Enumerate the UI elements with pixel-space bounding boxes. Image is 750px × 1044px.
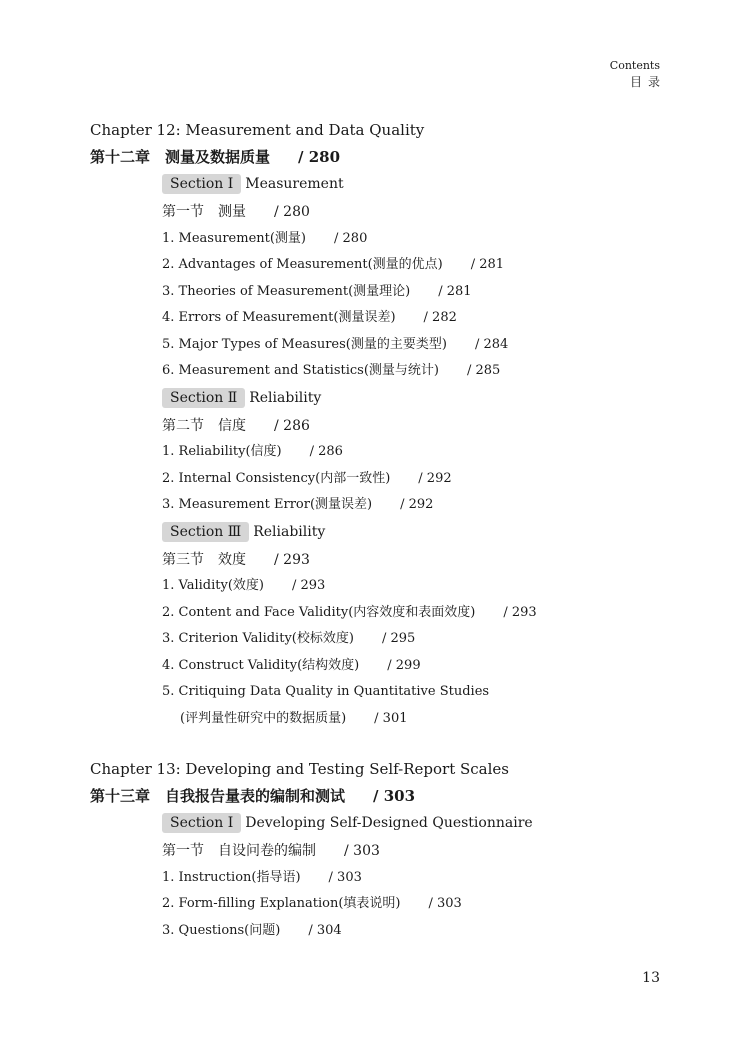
page-ref: / 282 [423, 310, 457, 325]
toc-item: 2. Content and Face Validity(内容效度和表面效度) / 293 [162, 604, 537, 620]
page-ref: / 280 [334, 230, 368, 246]
toc-item-continuation: (评判量性研究中的数据质量) / 301 [180, 710, 408, 726]
header-title-zh: 目录 [629, 75, 666, 89]
toc-item: 3. Theories of Measurement(测量理论) / 281 [162, 283, 472, 299]
chapter-sections [162, 811, 690, 945]
page-ref: / 295 [381, 631, 416, 646]
page-ref: / 292 [400, 497, 434, 512]
section-heading [162, 386, 690, 414]
page-ref: / 292 [418, 470, 452, 486]
section-tag: Section Ⅱ [162, 388, 245, 408]
section-title-zh: 第二节 信度 / 286 [162, 417, 310, 434]
page-ref: / 281 [470, 257, 505, 272]
chapter-sections [162, 172, 690, 733]
page-ref: / 284 [474, 336, 509, 352]
toc-item: 1. Reliability(信度) / 286 [162, 444, 343, 459]
chapter-gap [90, 733, 690, 757]
page-number: 13 [642, 970, 660, 986]
section-title: Reliability [249, 389, 322, 406]
section-title-zh: 第一节 自设问卷的编制 / 303 [162, 843, 380, 859]
page-ref: / 293 [292, 578, 326, 593]
toc-item: 3. Measurement Error(测量误差) / 292 [162, 497, 434, 512]
toc-item: 2. Form-filling Explanation(填表说明) / 303 [162, 896, 462, 911]
page-ref: / 281 [438, 283, 472, 299]
toc-item: 4. Errors of Measurement(测量误差) / 282 [162, 310, 457, 325]
toc-item: 1. Instruction(指导语) / 303 [162, 869, 362, 885]
section-heading [162, 172, 690, 200]
section-tag: Section Ⅰ [162, 174, 241, 194]
toc-item: 3. Criterion Validity(校标效度) / 295 [162, 631, 416, 646]
section-tag: Section Ⅰ [162, 813, 241, 833]
toc-item: 2. Internal Consistency(内部一致性) / 292 [162, 470, 452, 486]
section-title-zh: 第一节 测量 / 280 [162, 204, 310, 220]
section-title-zh: 第三节 效度 / 293 [162, 551, 310, 568]
page-ref: / 301 [374, 710, 408, 726]
running-header [609, 58, 666, 90]
toc-item: 2. Advantages of Measurement(测量的优点) / 281 [162, 257, 505, 272]
page-ref: / 285 [466, 363, 501, 378]
page-ref: / 303 [328, 869, 362, 885]
toc-item: 6. Measurement and Statistics(测量与统计) / 285 [162, 363, 501, 378]
section-heading [162, 520, 690, 548]
page-ref: / 303 [373, 787, 416, 805]
chapter-title-zh: 第十二章 测量及数据质量 / 280 [90, 148, 341, 166]
chapter-title-en: Chapter 12: Measurement and Data Quality [90, 121, 425, 139]
toc-item: 5. Critiquing Data Quality in Quantitative Studies [162, 684, 490, 699]
toc-item: 3. Questions(问题) / 304 [162, 922, 342, 938]
page-ref: / 286 [274, 417, 310, 434]
toc-item: 1. Measurement(测量) / 280 [162, 230, 368, 246]
section-title: Measurement [245, 176, 344, 192]
page-ref: / 304 [308, 922, 342, 938]
page-ref: / 303 [428, 896, 462, 911]
section-title: Developing Self-Designed Questionnaire [245, 815, 533, 831]
toc-item: 1. Validity(效度) / 293 [162, 578, 326, 593]
toc-item: 5. Major Types of Measures(测量的主要类型) / 284 [162, 336, 509, 352]
page-ref: / 280 [274, 204, 310, 220]
page-ref: / 299 [387, 657, 421, 673]
chapter-title-zh: 第十三章 自我报告量表的编制和测试 / 303 [90, 787, 416, 805]
page-ref: / 280 [298, 148, 341, 166]
page-ref: / 293 [503, 604, 537, 620]
toc-list [90, 118, 690, 945]
chapter-title-en: Chapter 13: Developing and Testing Self-Report Scales [90, 760, 509, 778]
section-heading [162, 811, 690, 839]
section-tag: Section Ⅲ [162, 522, 249, 542]
header-title-en: Contents [609, 59, 660, 72]
page-ref: / 303 [344, 843, 380, 859]
page-ref: / 293 [274, 551, 310, 568]
page-ref: / 286 [309, 444, 343, 459]
toc-item: 4. Construct Validity(结构效度) / 299 [162, 657, 421, 673]
section-title: Reliability [253, 523, 326, 540]
